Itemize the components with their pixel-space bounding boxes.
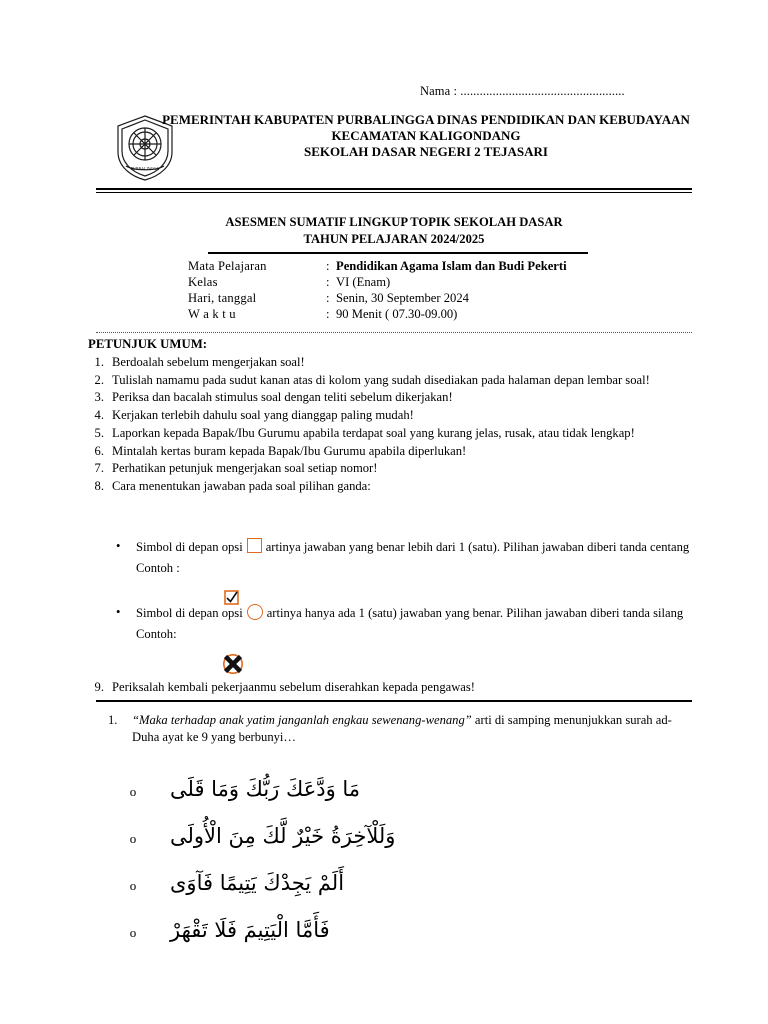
list-item (88, 372, 688, 389)
list-item-text: Berdoalah sebelum mengerjakan soal! (112, 355, 305, 369)
radio-circle-icon (247, 604, 263, 620)
list-item-text: Periksalah kembali pekerjaanmu sebelum diserahkan kepada pengawas! (112, 680, 475, 694)
instructions-list (88, 354, 688, 496)
answer-symbol-legend (112, 538, 692, 647)
question-number: 1. (108, 713, 118, 727)
list-item (88, 389, 688, 406)
exam-title-line-1: ASESMEN SUMATIF LINGKUP TOPIK SEKOLAH DASAR (225, 215, 563, 229)
question-1-options (120, 766, 680, 954)
letterhead (96, 112, 692, 182)
list-item (88, 407, 688, 424)
metadata-label: Hari, tanggal (188, 290, 257, 305)
metadata-label: Mata Pelajaran (188, 259, 267, 273)
question-quote: “Maka terhadap anak yatim janganlah engkau sewenang-wenang” (132, 713, 472, 727)
list-item-number: 4. (94, 408, 104, 423)
checkmark-example-icon (224, 590, 240, 606)
option-text-arabic: مَا وَدَّعَكَ رَبُّكَ وَمَا قَلَى (170, 776, 361, 801)
option-row[interactable] (120, 907, 680, 954)
option-text-arabic: وَلَلْآخِرَةُ خَيْرٌ لَّكَ مِنَ الْأُولَى (170, 823, 396, 848)
metadata-separator: : (326, 290, 330, 305)
letterhead-divider (96, 188, 692, 193)
list-item (88, 443, 688, 460)
metadata-value: Pendidikan Agama Islam dan Budi Pekerti (336, 259, 567, 273)
letterhead-line-3: SEKOLAH DASAR NEGERI 2 TEJASARI (304, 143, 548, 159)
list-item-text: Tulislah namamu pada sudut kanan atas di kolom yang sudah disediakan pada halaman depan lembar soal! (112, 372, 650, 387)
option-row[interactable] (120, 860, 680, 907)
option-text-arabic: فَأَمَّا الْيَتِيمَ فَلَا تَقْهَرْ (170, 917, 330, 942)
metadata-divider (96, 332, 692, 333)
metadata-value: VI (Enam) (336, 274, 391, 289)
metadata-separator: : (326, 306, 330, 321)
metadata-separator: : (326, 274, 330, 289)
list-item-number: 2. (94, 372, 104, 387)
list-item-number: 8. (94, 479, 104, 494)
option-marker[interactable]: o (129, 783, 137, 799)
option-marker[interactable]: o (129, 830, 137, 846)
list-item-number: 9. (94, 680, 104, 694)
letterhead-line-2: KECAMATAN KALIGONDANG (331, 127, 521, 143)
checkbox-square-icon (247, 538, 262, 553)
letterhead-line-1: PEMERINTAH KABUPATEN PURBALINGGA DINAS PENDIDIKAN DAN KEBUDAYAAN (162, 112, 690, 127)
list-item-number: 6. (94, 443, 104, 458)
option-text-arabic: أَلَمْ يَجِدْكَ يَتِيمًا فَآوَى (170, 870, 345, 895)
list-item (112, 604, 692, 642)
list-item-text: Laporkan kepada Bapak/Ibu Gurumu apabila terdapat soal yang kurang jelas, rusak, atau tidak lengkap! (112, 425, 635, 440)
metadata-label: Kelas (188, 274, 218, 289)
legend-text-after: artinya hanya ada 1 (satu) jawaban yang benar. Pilihan jawaban diberi tanda silang (266, 606, 684, 621)
legend-text-before: Simbol di depan opsi (136, 606, 243, 621)
list-item-number: 5. (94, 425, 104, 440)
contoh-label: Contoh : (136, 560, 180, 575)
instructions-item-9 (88, 680, 688, 696)
list-item-text: Periksa dan bacalah stimulus soal dengan teliti sebelum dikerjakan! (112, 390, 453, 405)
list-item (88, 460, 688, 477)
option-row[interactable] (120, 766, 680, 813)
list-item (88, 354, 688, 371)
metadata-row (188, 275, 567, 291)
metadata-row (188, 291, 567, 307)
list-item-text: Kerjakan terlebih dahulu soal yang dianggap paling mudah! (112, 408, 414, 423)
student-name-field-label: Nama : ................................................... (420, 84, 625, 98)
list-item-number: 7. (94, 461, 104, 476)
metadata-separator: : (326, 259, 330, 273)
question-1 (104, 712, 690, 746)
list-item (88, 425, 688, 442)
instructions-divider (96, 700, 692, 702)
contoh-label: Contoh: (136, 627, 177, 642)
bullet-marker: • (116, 539, 121, 553)
exam-title (96, 214, 692, 248)
list-item (88, 478, 688, 495)
metadata-value: 90 Menit ( 07.30-09.00) (336, 306, 458, 321)
metadata-row (188, 259, 567, 275)
list-item-text: Cara menentukan jawaban pada soal pilihan ganda: (112, 479, 371, 494)
svg-text:PURBALINGGA: PURBALINGGA (130, 166, 160, 171)
list-item (112, 538, 692, 576)
cross-example-icon (222, 653, 244, 675)
list-item-number: 3. (94, 390, 104, 405)
list-item-text: Perhatikan petunjuk mengerjakan soal setiap nomor! (112, 461, 378, 476)
exam-title-line-2: TAHUN PELAJARAN 2024/2025 (303, 232, 485, 246)
bullet-marker: • (116, 605, 121, 620)
option-marker[interactable]: o (129, 924, 137, 940)
option-row[interactable] (120, 813, 680, 860)
legend-text-after: artinya jawaban yang benar lebih dari 1 (satu). Pilihan jawaban diberi tanda centang (265, 540, 690, 554)
legend-text-before: Simbol di depan opsi (136, 540, 243, 554)
metadata-label: W a k t u (188, 306, 236, 321)
question-text: arti di samping menunjukkan surah ad-Duha ayat ke 9 yang berbunyi… (132, 713, 672, 744)
list-item-number: 1. (94, 355, 104, 369)
exam-title-underline (208, 252, 588, 254)
exam-metadata (188, 259, 567, 323)
instructions-heading: PETUNJUK UMUM: (88, 337, 208, 351)
option-marker[interactable]: o (129, 877, 137, 893)
metadata-row (188, 307, 567, 323)
list-item-text: Mintalah kertas buram kepada Bapak/Ibu Gurumu apabila diperlukan! (112, 443, 467, 458)
metadata-value: Senin, 30 September 2024 (336, 290, 469, 305)
